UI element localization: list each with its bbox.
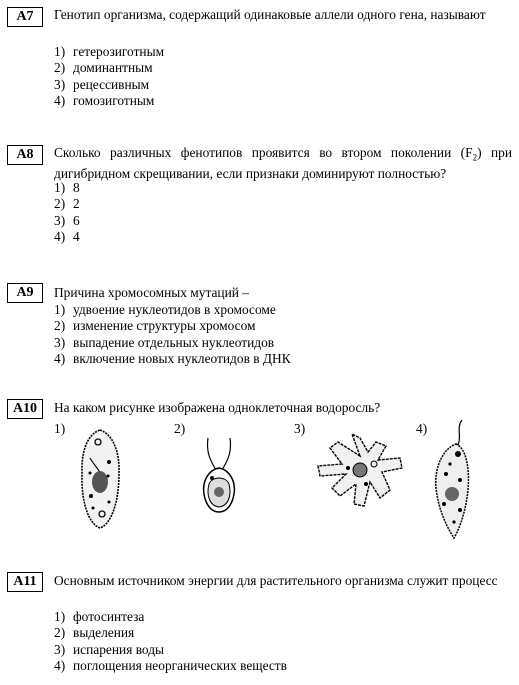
answer-option[interactable]: 4) включение новых нуклеотидов в ДНК <box>54 350 291 366</box>
question-number: A7 <box>7 7 43 27</box>
question-text: Причина хромосомных мутаций – <box>54 285 249 300</box>
answer-option[interactable]: 2) изменение структуры хромосом <box>54 318 256 334</box>
answer-options <box>54 180 80 245</box>
question-text: Генотип организма, содержащий одинаковые аллели одного гена, называют <box>54 7 486 22</box>
answer-option[interactable]: 1) фотосинтеза <box>54 609 145 624</box>
question-text: На каком рисунке изображена одноклеточная водоросль? <box>54 400 381 415</box>
answer-option[interactable]: 3) испарения воды <box>54 641 165 657</box>
question-text: Сколько различных фенотипов проявится во втором поколении $(F_2)$ при дигибридном скрещивании, если признаки доминируют полностью? <box>54 145 512 182</box>
answer-option[interactable]: 4) 4 <box>54 228 80 244</box>
amoeba-icon[interactable] <box>316 428 406 510</box>
question-number: A9 <box>7 283 43 303</box>
answer-option[interactable]: 1) 8 <box>54 180 80 195</box>
answer-option[interactable]: 1) удвоение нуклеотидов в хромосоме <box>54 302 276 317</box>
answer-option[interactable]: 3) выпадение отдельных нуклеотидов <box>54 334 275 350</box>
chlamydomonas-icon[interactable] <box>198 434 240 514</box>
answer-option[interactable]: 3) рецессивным <box>54 76 150 92</box>
picture-label: 1) <box>54 421 66 436</box>
answer-option[interactable]: 2) доминантным <box>54 60 153 76</box>
picture-label: 4) <box>416 421 428 436</box>
answer-option[interactable]: 2) выделения <box>54 625 135 641</box>
picture-label: 3) <box>294 421 306 436</box>
paramecium-icon[interactable] <box>76 428 124 530</box>
question-number: A10 <box>7 399 43 419</box>
answer-option[interactable]: 2) 2 <box>54 196 80 212</box>
question-number: A11 <box>7 572 43 592</box>
answer-options <box>54 44 164 109</box>
answer-option[interactable]: 4) поглощения неорганических веществ <box>54 657 287 673</box>
answer-options <box>54 609 287 674</box>
question-number: A8 <box>7 145 43 165</box>
question-text: Основным источником энергии для растительного организма служит процесс <box>54 573 498 588</box>
answer-option[interactable]: 1) гетерозиготным <box>54 44 165 59</box>
euglena-icon[interactable] <box>430 418 476 540</box>
answer-option[interactable]: 4) гомозиготным <box>54 92 155 108</box>
answer-options <box>54 302 291 367</box>
picture-label: 2) <box>174 421 186 436</box>
answer-option[interactable]: 3) 6 <box>54 212 80 228</box>
